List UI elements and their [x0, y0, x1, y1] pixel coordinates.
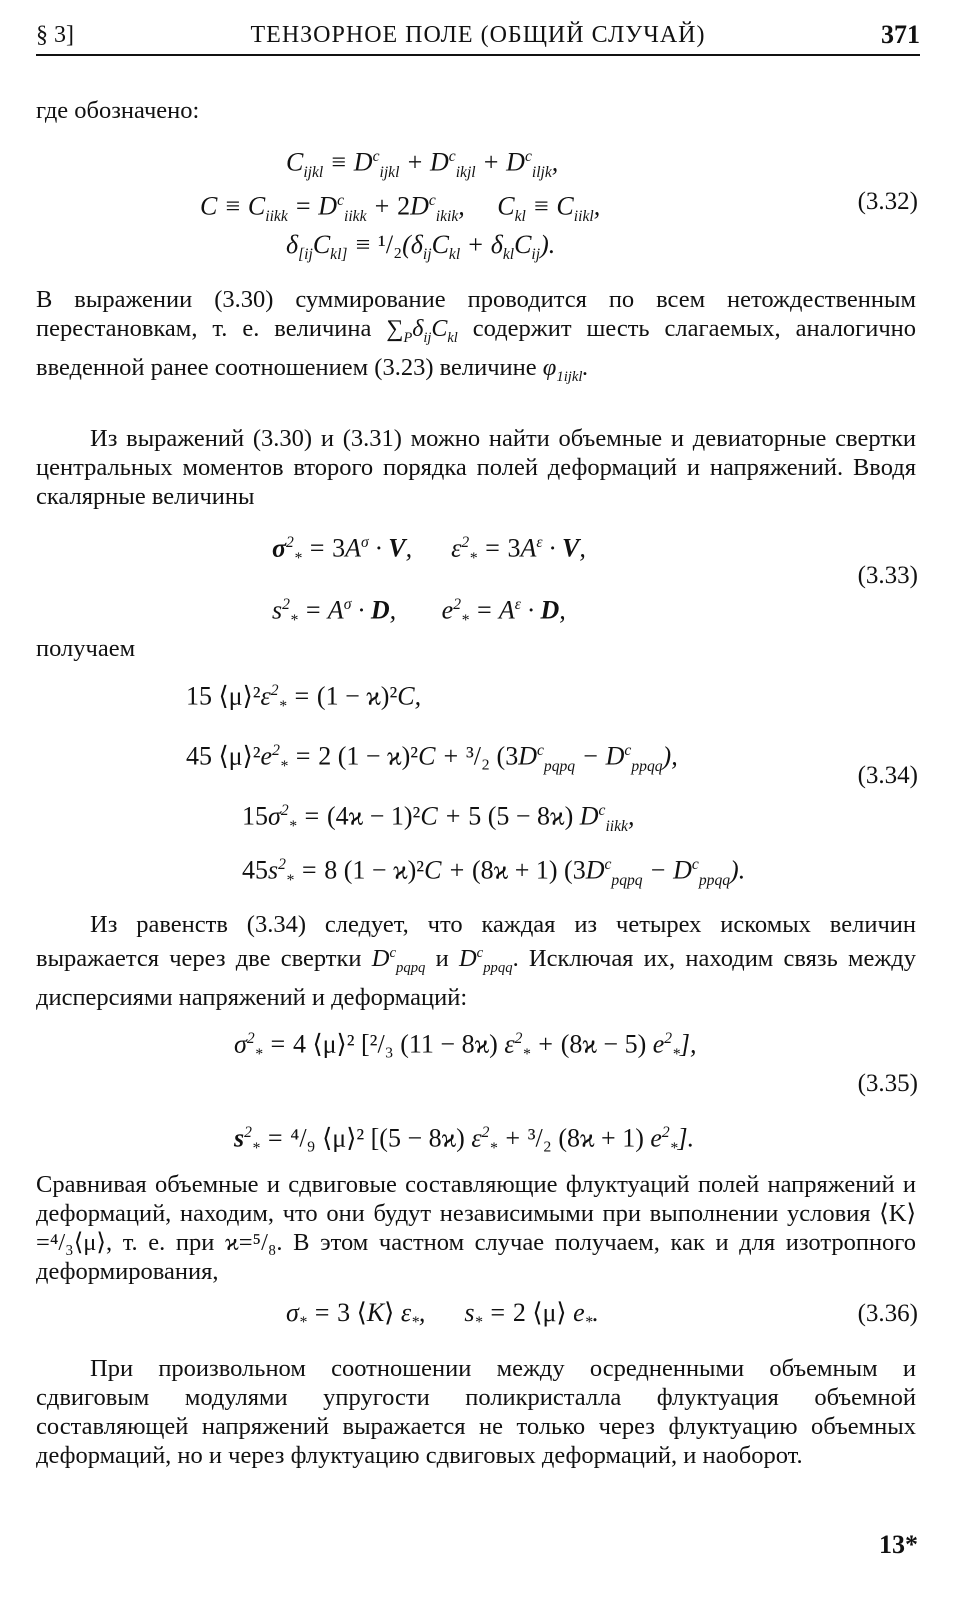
equation-3-32-line1: $C_{ijkl} \equiv D^c_{ijkl} + D^c_{ikjl} + D^c_{iljk}$, — [286, 147, 559, 181]
running-header — [36, 14, 920, 56]
equation-number: (3.32) — [857, 188, 918, 215]
equation-3-34-line3: $15\sigma^2_* = (4ϰ - 1)^2C + 5$ (5 − 8ϰ) $D^c_{iikk}$, — [242, 801, 635, 835]
equation-number: (3.33) — [857, 562, 918, 589]
equation-3-36: $\sigma_* = 3$ ⟨K⟩ $\varepsilon_*$, $s_* = 2$ ⟨μ⟩ $e_*$. — [286, 1298, 599, 1332]
paragraph-equalities-text-c: . Исключая их, находим связь между дисперсиями напряжений и деформаций: — [36, 945, 917, 1012]
paragraph-obtain: получаем — [36, 635, 136, 662]
phi-symbol: $\varphi_{1ijkl}$. — [542, 353, 589, 385]
equation-number: (3.36) — [857, 1300, 918, 1327]
paragraph-summation-text-a: В выражении (3.30) суммирование проводится по всем нетождественным перестановкам, т. е. величина — [36, 286, 916, 342]
paragraph-equalities — [36, 910, 916, 1012]
equation-3-35-line1: $\sigma^2_* = 4$ ⟨μ⟩² [²/₃ (11 − 8ϰ) $\varepsilon^2_* + (8ϰ - 5)$ $e^2_*$], — [234, 1029, 697, 1063]
equation-number: (3.35) — [857, 1070, 918, 1097]
equation-3-32-line3: $\delta_{[ij}C_{kl]} \equiv ^1/_2(\delta_{ij}C_{kl} + \delta_{kl}C_{ij})$. — [286, 230, 556, 264]
paragraph-summation-text-b: содержит шесть слагаемых, аналогично введенной ранее соотношением (3.23) величине — [36, 315, 917, 381]
paragraph-equalities-and: и — [435, 945, 449, 973]
equation-3-32-line2: $C \equiv C_{iikk} = D^c_{iikk} + 2D^c_{ikik}$, $C_{kl} \equiv C_{iikl}$, — [200, 191, 601, 225]
equation-3-35-line2: $s^2_* = ^4/_9$ ⟨μ⟩² [(5 − 8ϰ) $\varepsilon^2_* + ^3/_2$ (8ϰ + 1) $e^2_*$]. — [234, 1123, 695, 1157]
convolution-1: $D^c_{pqpq}$ — [371, 945, 426, 977]
equation-3-33-line1: $\sigma^2_* = 3A^\sigma \cdot V$, $\varepsilon^2_* = 3A^\varepsilon \cdot V$, — [272, 533, 586, 567]
running-title: ТЕНЗОРНОЕ ПОЛЕ (ОБЩИЙ СЛУЧАЙ) — [250, 22, 706, 48]
equation-3-34-line1: 15 $⟨\mu⟩^2\varepsilon^2_* = (1 - ϰ)^2C$, — [186, 681, 422, 715]
paragraph-scalars: Из выражений (3.30) и (3.31) можно найти объемные и девиаторные свертки центральных моментов второго порядка полей деформаций и напряжений. Вводя скалярные величины — [36, 425, 916, 510]
paragraph-summation — [36, 285, 916, 392]
paragraph-equalities-text-a: Из равенств (3.34) следует, что каждая из четырех искомых величин выражается через две свертки — [36, 911, 916, 973]
equation-number: (3.34) — [857, 762, 918, 789]
equation-3-34-line4: $45s^2_* = 8$ (1 − ϰ)²C + (8ϰ + 1) $(3D^c_{pqpq} - D^c_{ppqq})$. — [242, 855, 746, 889]
equation-3-33-line2: $s^2_* = A^\sigma \cdot D$, $e^2_* = A^\varepsilon \cdot D$, — [272, 595, 566, 629]
paragraph-comparison: Сравнивая объемные и сдвиговые составляющие флуктуаций полей напряжений и деформаций, находим, что они будут независимыми при выполнении условия ⟨K⟩=⁴/₃⟨μ⟩, т. е. при ϰ=⁵/₈. В этом частном случае получаем, как и для изотропного деформирования, — [36, 1171, 916, 1285]
convolution-2: $D^c_{ppqq}$ — [458, 945, 513, 977]
paragraph-intro: где обозначено: — [36, 97, 200, 124]
page-number: 371 — [881, 20, 920, 49]
equation-3-34-line2: 45 $⟨\mu⟩^2e^2_* = 2$ (1 − ϰ)²C + ³/₂ $(3D^c_{pqpq} - D^c_{ppqq})$, — [186, 741, 678, 775]
section-ref: § 3] — [36, 22, 74, 48]
signature-mark: 13* — [879, 1530, 918, 1559]
sum-expression: $\sum_P\delta_{ij}C_{kl}$ — [386, 316, 458, 346]
paragraph-conclusion: При произвольном соотношении между осредненными объемным и сдвиговым модулями упругости поликристалла флуктуация объемной составляющей напряжений выражается не только через флуктуацию объемных деформаций, но и через флуктуацию сдвиговых деформаций, и наоборот. — [36, 1355, 916, 1469]
